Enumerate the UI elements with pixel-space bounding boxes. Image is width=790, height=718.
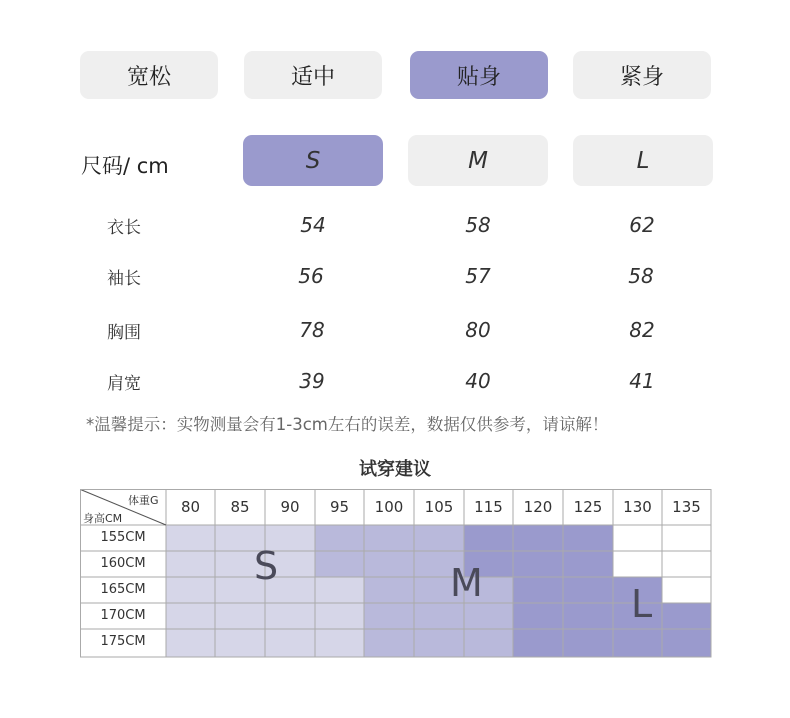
grid-cell (364, 551, 414, 577)
grid-cell (315, 629, 364, 657)
grid-cell (414, 603, 464, 629)
fit-tab-label: 适中 (290, 64, 335, 90)
measure-value: 82 (629, 318, 655, 342)
grid-cell (414, 629, 464, 657)
grid-cell (166, 525, 215, 551)
weight-value: 125 (573, 498, 603, 516)
grid-cell (563, 551, 613, 577)
height-axis-label: 身高CM (83, 512, 123, 525)
grid-cell (513, 525, 563, 551)
grid-cell (662, 577, 711, 603)
size-label: S (305, 147, 321, 174)
weight-value: 130 (623, 498, 652, 516)
size-label: M (468, 147, 488, 174)
grid-cell (613, 551, 662, 577)
size-button-l[interactable] (573, 135, 713, 186)
size-label: L (636, 147, 650, 174)
measure-value: 56 (298, 264, 324, 288)
zone-label-m: M (450, 561, 483, 605)
grid-cell (563, 577, 613, 603)
measure-value: 57 (465, 264, 491, 288)
fit-tab-label: 紧身 (619, 64, 664, 90)
grid-cell (166, 577, 215, 603)
fit-tab-tight[interactable] (573, 51, 711, 99)
weight-value: 95 (329, 498, 350, 516)
weight-axis-label: 体重G (128, 494, 159, 507)
weight-value: 120 (523, 498, 553, 516)
weight-value: 135 (672, 498, 701, 516)
weight-value: 90 (280, 498, 300, 516)
grid-cell (563, 525, 613, 551)
grid-cell (513, 577, 563, 603)
row-label: 肩宽 (107, 374, 141, 394)
measure-value: 58 (628, 264, 654, 288)
recommendation-title: 试穿建议 (359, 459, 431, 480)
grid-cell (315, 577, 364, 603)
measure-value: 40 (465, 369, 491, 393)
grid-cell (464, 629, 513, 657)
height-value: 165CM (100, 582, 146, 597)
grid-cell (265, 629, 315, 657)
weight-value: 105 (424, 498, 454, 516)
measure-value: 58 (465, 213, 491, 237)
weight-value: 100 (374, 498, 404, 516)
measure-value: 78 (299, 318, 325, 342)
size-header-label: 尺码/ cm (81, 154, 169, 178)
height-value: 160CM (100, 556, 146, 571)
grid-cell (364, 603, 414, 629)
measure-value: 41 (629, 369, 655, 393)
measure-value: 54 (300, 213, 326, 237)
zone-label-l: L (631, 582, 653, 626)
row-label: 衣长 (107, 218, 141, 238)
fit-tab-slim[interactable] (410, 51, 548, 99)
grid-cell (364, 525, 414, 551)
grid-cell (563, 603, 613, 629)
fit-tab-label: 贴身 (456, 64, 501, 90)
measurement-note: *温馨提示：实物测量会有1-3cm左右的误差，数据仅供参考，请谅解！ (86, 415, 609, 434)
grid-cell (613, 629, 662, 657)
fit-tab-loose[interactable] (80, 51, 218, 99)
size-button-s[interactable] (243, 135, 383, 186)
height-value: 155CM (100, 530, 146, 545)
grid-cell (513, 629, 563, 657)
height-value: 175CM (100, 634, 146, 649)
grid-cell (662, 629, 711, 657)
weight-value: 80 (180, 498, 201, 516)
fit-tab-regular[interactable] (244, 51, 382, 99)
measure-value: 62 (629, 213, 655, 237)
grid-cell (464, 603, 513, 629)
grid-cell (364, 629, 414, 657)
grid-cell (315, 603, 364, 629)
grid-cell (166, 629, 215, 657)
row-label: 袖长 (107, 269, 141, 289)
grid-cell (315, 551, 364, 577)
grid-cell (166, 551, 215, 577)
zone-label-s: S (254, 544, 279, 588)
grid-cell (215, 603, 265, 629)
grid-cell (464, 525, 513, 551)
row-label: 胸围 (107, 323, 141, 343)
size-button-m[interactable] (408, 135, 548, 186)
height-value: 170CM (100, 608, 146, 623)
grid-cell (662, 551, 711, 577)
grid-cell (265, 603, 315, 629)
grid-cell (215, 629, 265, 657)
weight-value: 115 (474, 498, 503, 516)
grid-cell (513, 551, 563, 577)
grid-cell (513, 603, 563, 629)
grid-cell (662, 525, 711, 551)
grid-cell (315, 525, 364, 551)
grid-cell (613, 525, 662, 551)
fit-tab-label: 宽松 (126, 64, 171, 90)
measure-value: 80 (465, 318, 491, 342)
grid-cell (364, 577, 414, 603)
grid-cell (563, 629, 613, 657)
grid-cell (166, 603, 215, 629)
weight-value: 85 (230, 498, 250, 516)
grid-cell (662, 603, 711, 629)
measure-value: 39 (299, 369, 325, 393)
grid-cell (414, 525, 464, 551)
